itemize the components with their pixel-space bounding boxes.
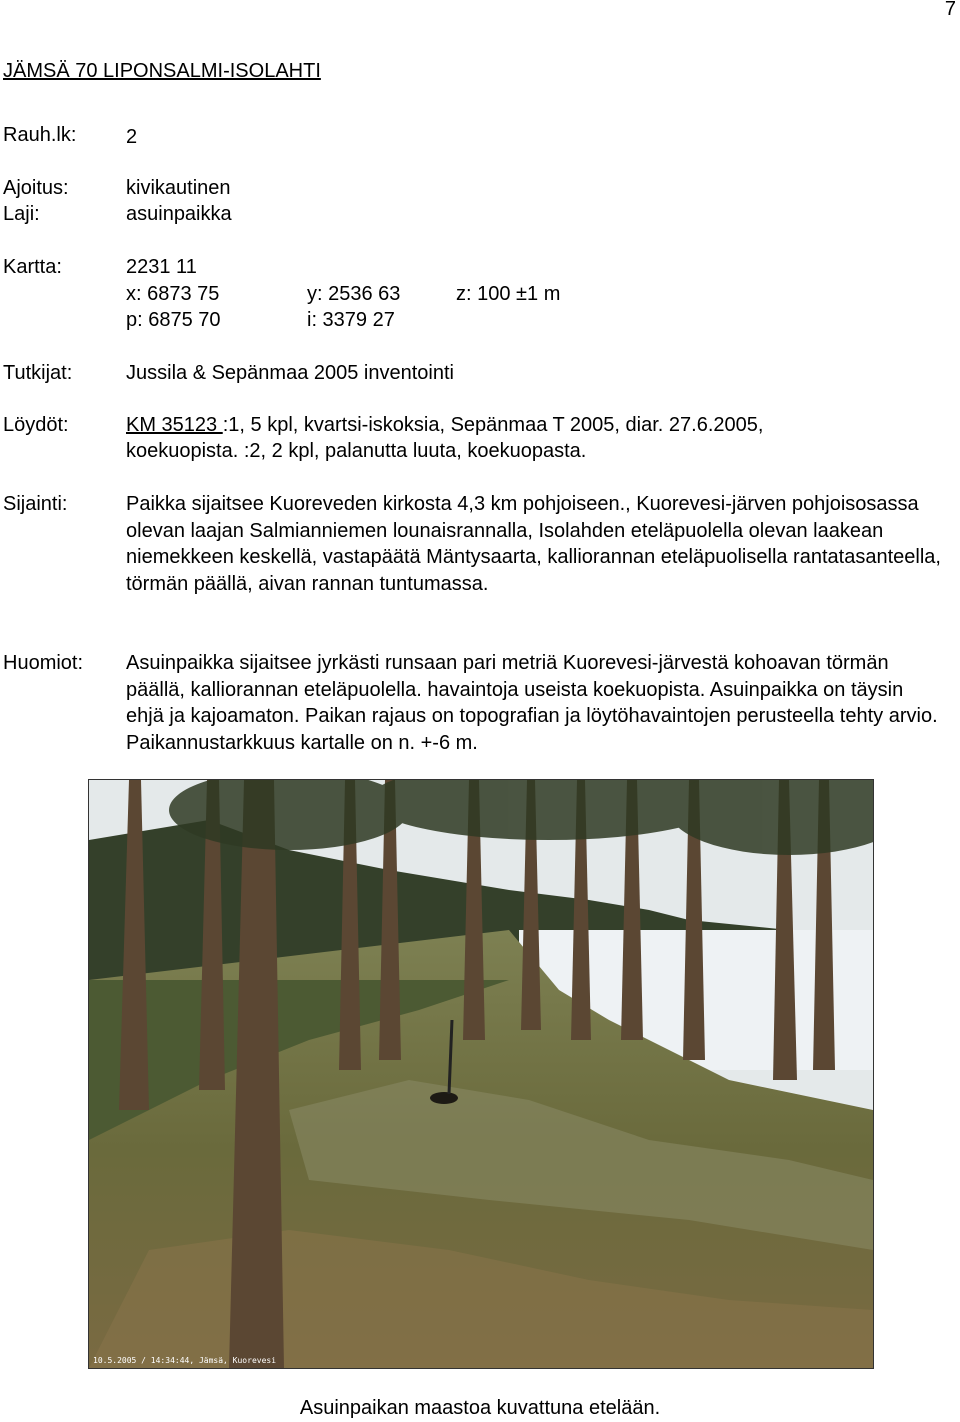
label-huomiot: Huomiot:	[3, 652, 84, 674]
coord-x: x: 6873 75	[126, 283, 220, 305]
value-rauh: 2	[126, 126, 138, 148]
loydot-km-number: KM 35123	[126, 414, 223, 436]
value-ajoitus: kivikautinen	[126, 177, 231, 199]
photo-caption: Asuinpaikan maastoa kuvattuna etelään.	[299, 1397, 661, 1419]
label-ajoitus: Ajoitus:	[3, 177, 69, 199]
label-tutkijat: Tutkijat:	[3, 362, 73, 384]
value-kartta: 2231 11	[126, 256, 197, 278]
label-loydot: Löydöt:	[3, 414, 69, 436]
forest-lake-illustration	[89, 780, 873, 1368]
value-laji: asuinpaikka	[126, 203, 232, 225]
page-title: JÄMSÄ 70 LIPONSALMI-ISOLAHTI	[3, 60, 321, 82]
value-tutkijat: Jussila & Sepänmaa 2005 inventointi	[126, 362, 454, 384]
site-photo	[88, 779, 874, 1369]
label-laji: Laji:	[3, 203, 40, 225]
label-kartta: Kartta:	[3, 256, 62, 278]
test-pit	[430, 1092, 458, 1104]
label-rauh: Rauh.lk:	[3, 124, 77, 146]
loydot-text: :1, 5 kpl, kvartsi-iskoksia, Sepänmaa T 2005, diar. 27.6.2005,	[222, 414, 764, 436]
value-huomiot: Asuinpaikka sijaitsee jyrkästi runsaan pari metriä Kuorevesi-järvestä kohoavan törmän päällä, kalliorannan eteläpuolella. havaintoja useista koekuopista. Asuinpaikka on täysin ehjä ja kajoamaton. Paikan rajaus on topografian ja löytöhavaintojen perusteella tehty arvio. Paikannustarkkuus kartalle on n. +-6 m.	[126, 652, 938, 754]
value-loydot-line2: koekuopista. :2, 2 kpl, palanutta luuta, koekuopasta.	[126, 440, 587, 462]
coord-y: y: 2536 63	[307, 283, 401, 305]
value-sijainti: Paikka sijaitsee Kuoreveden kirkosta 4,3 km pohjoiseen., Kuorevesi-järven pohjoisosassa olevan laajan Salmianniemen lounaisrannalla, Isolahden eteläpuolella olevan laakean niemekkeen keskellä, vastapäätä Mäntysaarta, kalliorannan eteläpuolisella rantatasanteella, törmän päällä, aivan rannan tuntumassa.	[126, 493, 941, 595]
label-sijainti: Sijainti:	[3, 493, 68, 515]
coord-p: p: 6875 70	[126, 309, 221, 331]
page-number: 7	[944, 0, 956, 20]
coord-z: z: 100 ±1 m	[456, 283, 561, 305]
photo-timestamp: 10.5.2005 / 14:34:44, Jämsä, Kuorevesi	[93, 1356, 277, 1365]
value-loydot	[126, 412, 763, 438]
coord-i: i: 3379 27	[307, 309, 395, 331]
